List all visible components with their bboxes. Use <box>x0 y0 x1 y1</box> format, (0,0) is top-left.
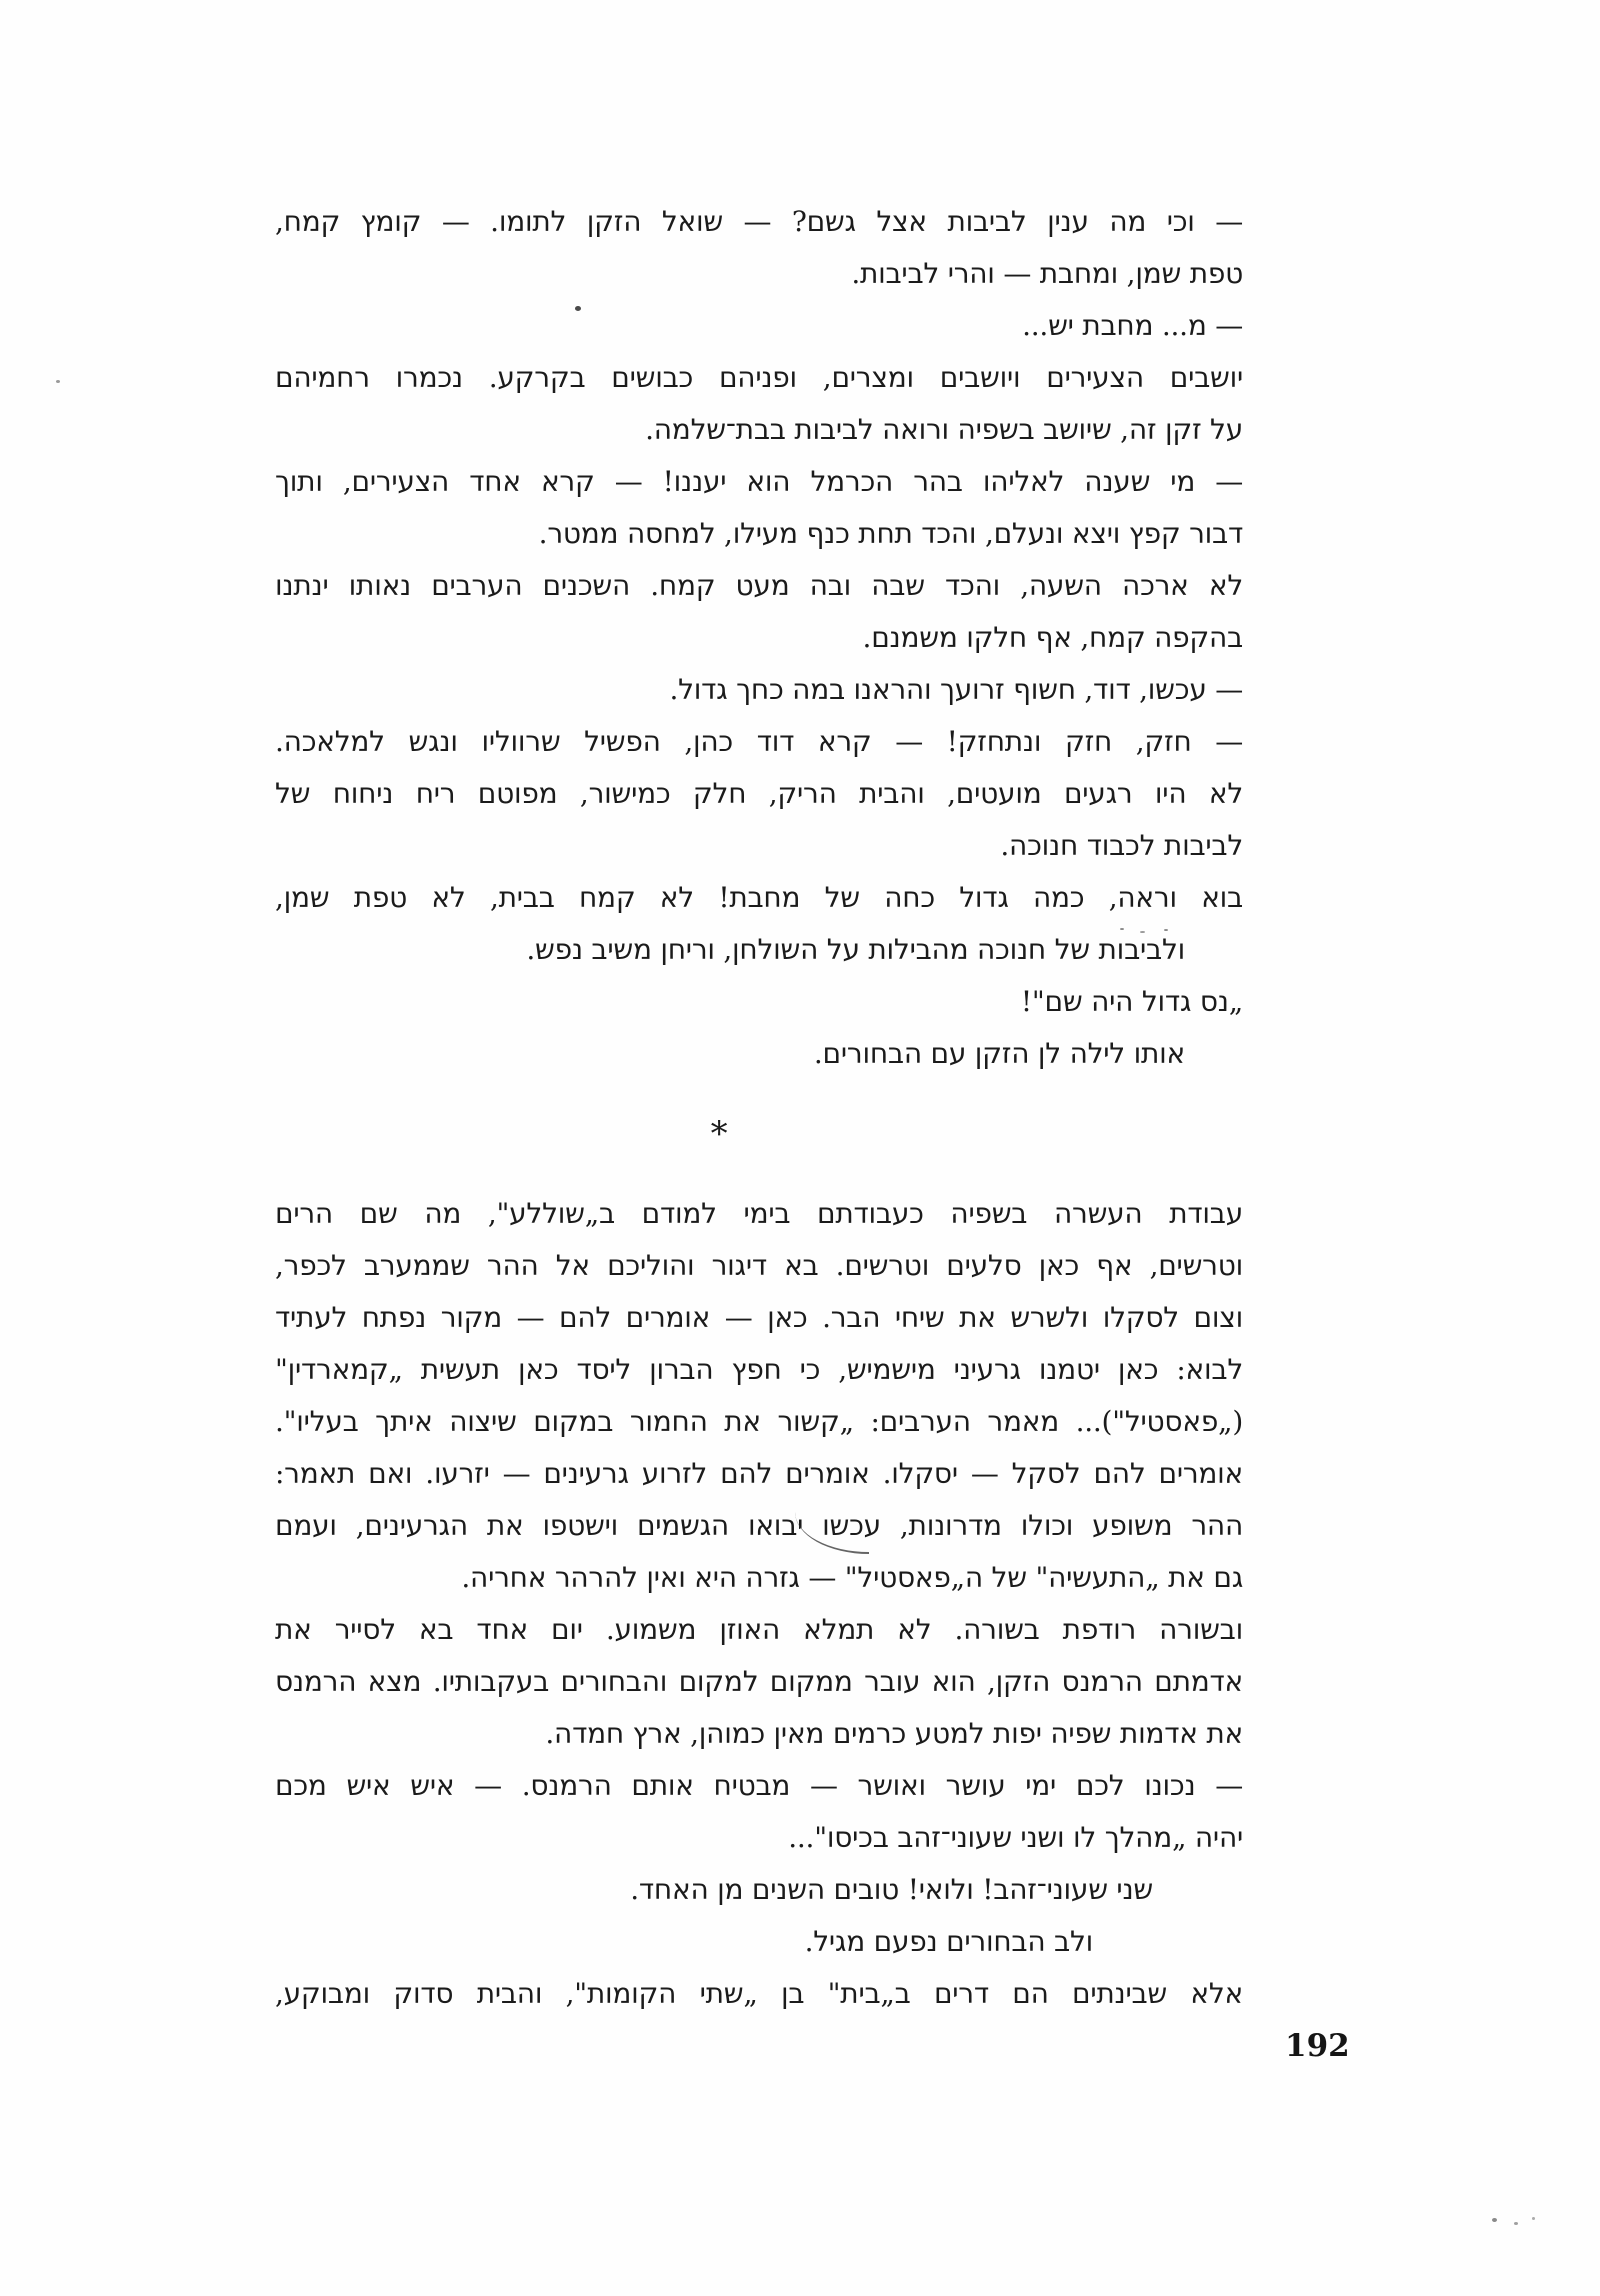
ink-speck <box>575 306 581 311</box>
text-line: ולביבות של חנוכה מהבילות על השולחן, וריחן משיב נפש. <box>526 933 1185 966</box>
text-line: אדמתם הרמנס הזקן, הוא עובר ממקום למקום והבחורים בעקבותיו. מצא הרמנס <box>275 1665 1243 1698</box>
text-line: בוא וראה, כמה גדול כחה של מחבת! לא קמח בבית, לא טפת שמן, <box>275 881 1243 914</box>
text-line: „נס גדול היה שם"! <box>1020 985 1243 1018</box>
text-line: לבוא: כאן יטמנו גרעיני מישמיש, כי חפץ הברון ליסד כאן תעשית „קמארדין" <box>275 1353 1243 1386</box>
text-line: עבודת העשרה בשפיה כעבודתם בימי למודם ב„שוללע", מה שם הרים <box>275 1197 1243 1230</box>
text-line: — מ... מחבת יש... <box>1022 309 1243 342</box>
text-line: על זקן זה, שיושב בשפיה ורואה לביבות בבת־שלמה. <box>645 413 1243 446</box>
text-line: ולב הבחורים נפעם מגיל. <box>804 1925 1093 1958</box>
text-line: גם את „התעשיה" של ה„פאסטיל" — גזרה היא ואין להרהר אחריה. <box>461 1561 1243 1594</box>
ink-speck <box>56 380 60 383</box>
text-line: אלא שבינתים הם דרים ב„בית" בן „שתי הקומות", והבית סדוק ומבוקע, <box>275 1977 1243 2010</box>
text-line: בהקפה קמח, אף חלקו משמנם. <box>862 621 1243 654</box>
text-block <box>275 196 1243 2020</box>
section-break-asterisk: * <box>710 1114 728 1154</box>
text-line: („פאסטיל")... מאמר הערבים: „קשור את החמור במקום שיצוה איתך בעליו". <box>275 1405 1243 1438</box>
text-line: — וכי מה ענין לביבות אצל גשם? — שואל הזקן לתומו. — קומץ קמח, <box>275 205 1243 238</box>
text-line: לא היו רגעים מועטים, והבית הריק, חלק כמישור, מפוטם ריח ניחוח של <box>275 777 1243 810</box>
ink-speck <box>1532 2217 1535 2220</box>
text-line: אומרים להם לסקל — יסקלו. אומרים להם לזרוע גרעינים — יזרעו. ואם תאמר: <box>275 1457 1243 1490</box>
dotted-underline-speck <box>1140 931 1145 933</box>
ink-speck <box>1514 2222 1518 2225</box>
text-line: — חזק, חזק ונתחזק! — קרא דוד כהן, הפשיל שרווליו ונגש למלאכה. <box>275 725 1243 758</box>
ink-speck <box>1492 2218 1497 2222</box>
dotted-underline-speck <box>1164 929 1168 931</box>
text-line: וטרשים, אף כאן סלעים וטרשים. בא דיגור והוליכם אל ההר שממערב לכפר, <box>275 1249 1243 1282</box>
text-line: שני שעוני־זהב! ולואי! טובים השנים מן האחד. <box>630 1873 1153 1906</box>
text-line: יהיה „מהלך לו ושני שעוני־זהב בכיסו"... <box>788 1821 1243 1854</box>
text-line: דבור קפץ ויצא ונעלם, והכד תחת כנף מעילו, למחסה ממטר. <box>538 517 1243 550</box>
text-line: ההר משופע וכולו מדרונות, עכשו יבואו הגשמים וישטפו את הגרעינים, ועמם <box>275 1509 1243 1542</box>
text-line: — עכשו, דוד, חשוף זרועך והראנו במה כחך גדול. <box>669 673 1243 706</box>
text-line: ובשורה רודפת בשורה. לא תמלא האוזן משמוע. יום אחד בא לסייר את <box>275 1613 1243 1646</box>
text-line: וצום לסקלו ולשרש את שיחי הבר. כאן — אומרים להם — מקור נפתח לעתיד <box>275 1301 1243 1334</box>
text-line: — נכונו לכם ימי עושר ואושר — מבטיח אותם הרמנס. — איש איש מכם <box>275 1769 1243 1802</box>
text-line: יושבים הצעירים ויושבים ומצרים, ופניהם כבושים בקרקע. נכמרו רחמיהם <box>275 361 1243 394</box>
text-line: לא ארכה השעה, והכד שבה ובה מעט קמח. השכנים הערבים נאותו ינתנו <box>275 569 1243 602</box>
text-line: לביבות לכבוד חנוכה. <box>1000 829 1243 862</box>
text-line: טפת שמן, ומחבת — והרי לביבות. <box>851 257 1243 290</box>
dotted-underline-speck <box>1120 928 1124 930</box>
page-number: 192 <box>1285 2028 1350 2064</box>
text-line: — מי שענה לאליהו בהר הכרמל הוא יעננו! — קרא אחד הצעירים, ותוך <box>275 465 1243 498</box>
text-line: אותו לילה לן הזקן עם הבחורים. <box>813 1037 1185 1070</box>
text-line: את אדמות שפיה יפות למטע כרמים מאין כמוהן, ארץ חמדה. <box>545 1717 1243 1750</box>
